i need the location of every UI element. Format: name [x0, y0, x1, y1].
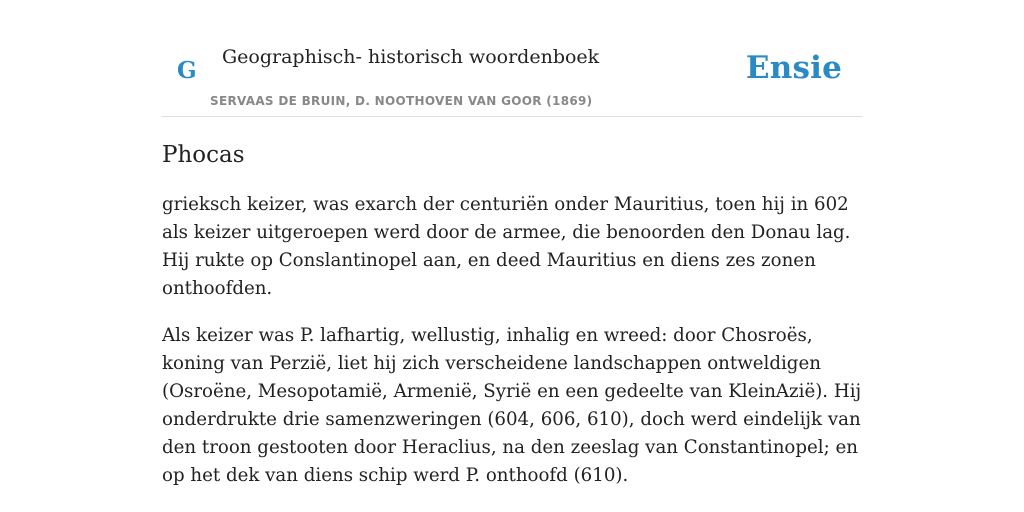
letter-index-link[interactable]: G: [177, 57, 197, 84]
entry-paragraph: Als keizer was P. lafhartig, wellustig, inhalig en wreed: door Chosroës, koning van Perzië, liet hij zich verscheidene landschappen ontweldigen (Osroëne, Mesopotamië, Armenië, Syrië en een gedeelte van KleinAzië). Hij onderdrukte drie samenzweringen (604, 606, 610), doch werd eindelijk van den troon gestooten door Heraclius, na den zeeslag van Constantinopel; en op het dek van diens schip werd P. onthoofd (610).: [162, 325, 862, 486]
entry-title: Phocas: [162, 142, 245, 168]
book-authors: SERVAAS DE BRUIN, D. NOOTHOVEN VAN GOOR (1869): [210, 94, 593, 108]
dictionary-entry-card: [162, 0, 862, 490]
entry-header: [162, 0, 862, 117]
entry-paragraph: grieksch keizer, was exarch der centuriën onder Mauritius, toen hij in 602 als keizer uitgeroepen werd door de armee, die benoorden den Donau lag. Hij rukte op Conslantinopel aan, en deed Mauritius en diens zes zonen onthoofden.: [162, 194, 851, 299]
ensie-logo[interactable]: Ensie: [745, 50, 842, 86]
entry-body: [162, 191, 862, 490]
book-title-link[interactable]: Geographisch- historisch woordenboek: [222, 46, 600, 68]
